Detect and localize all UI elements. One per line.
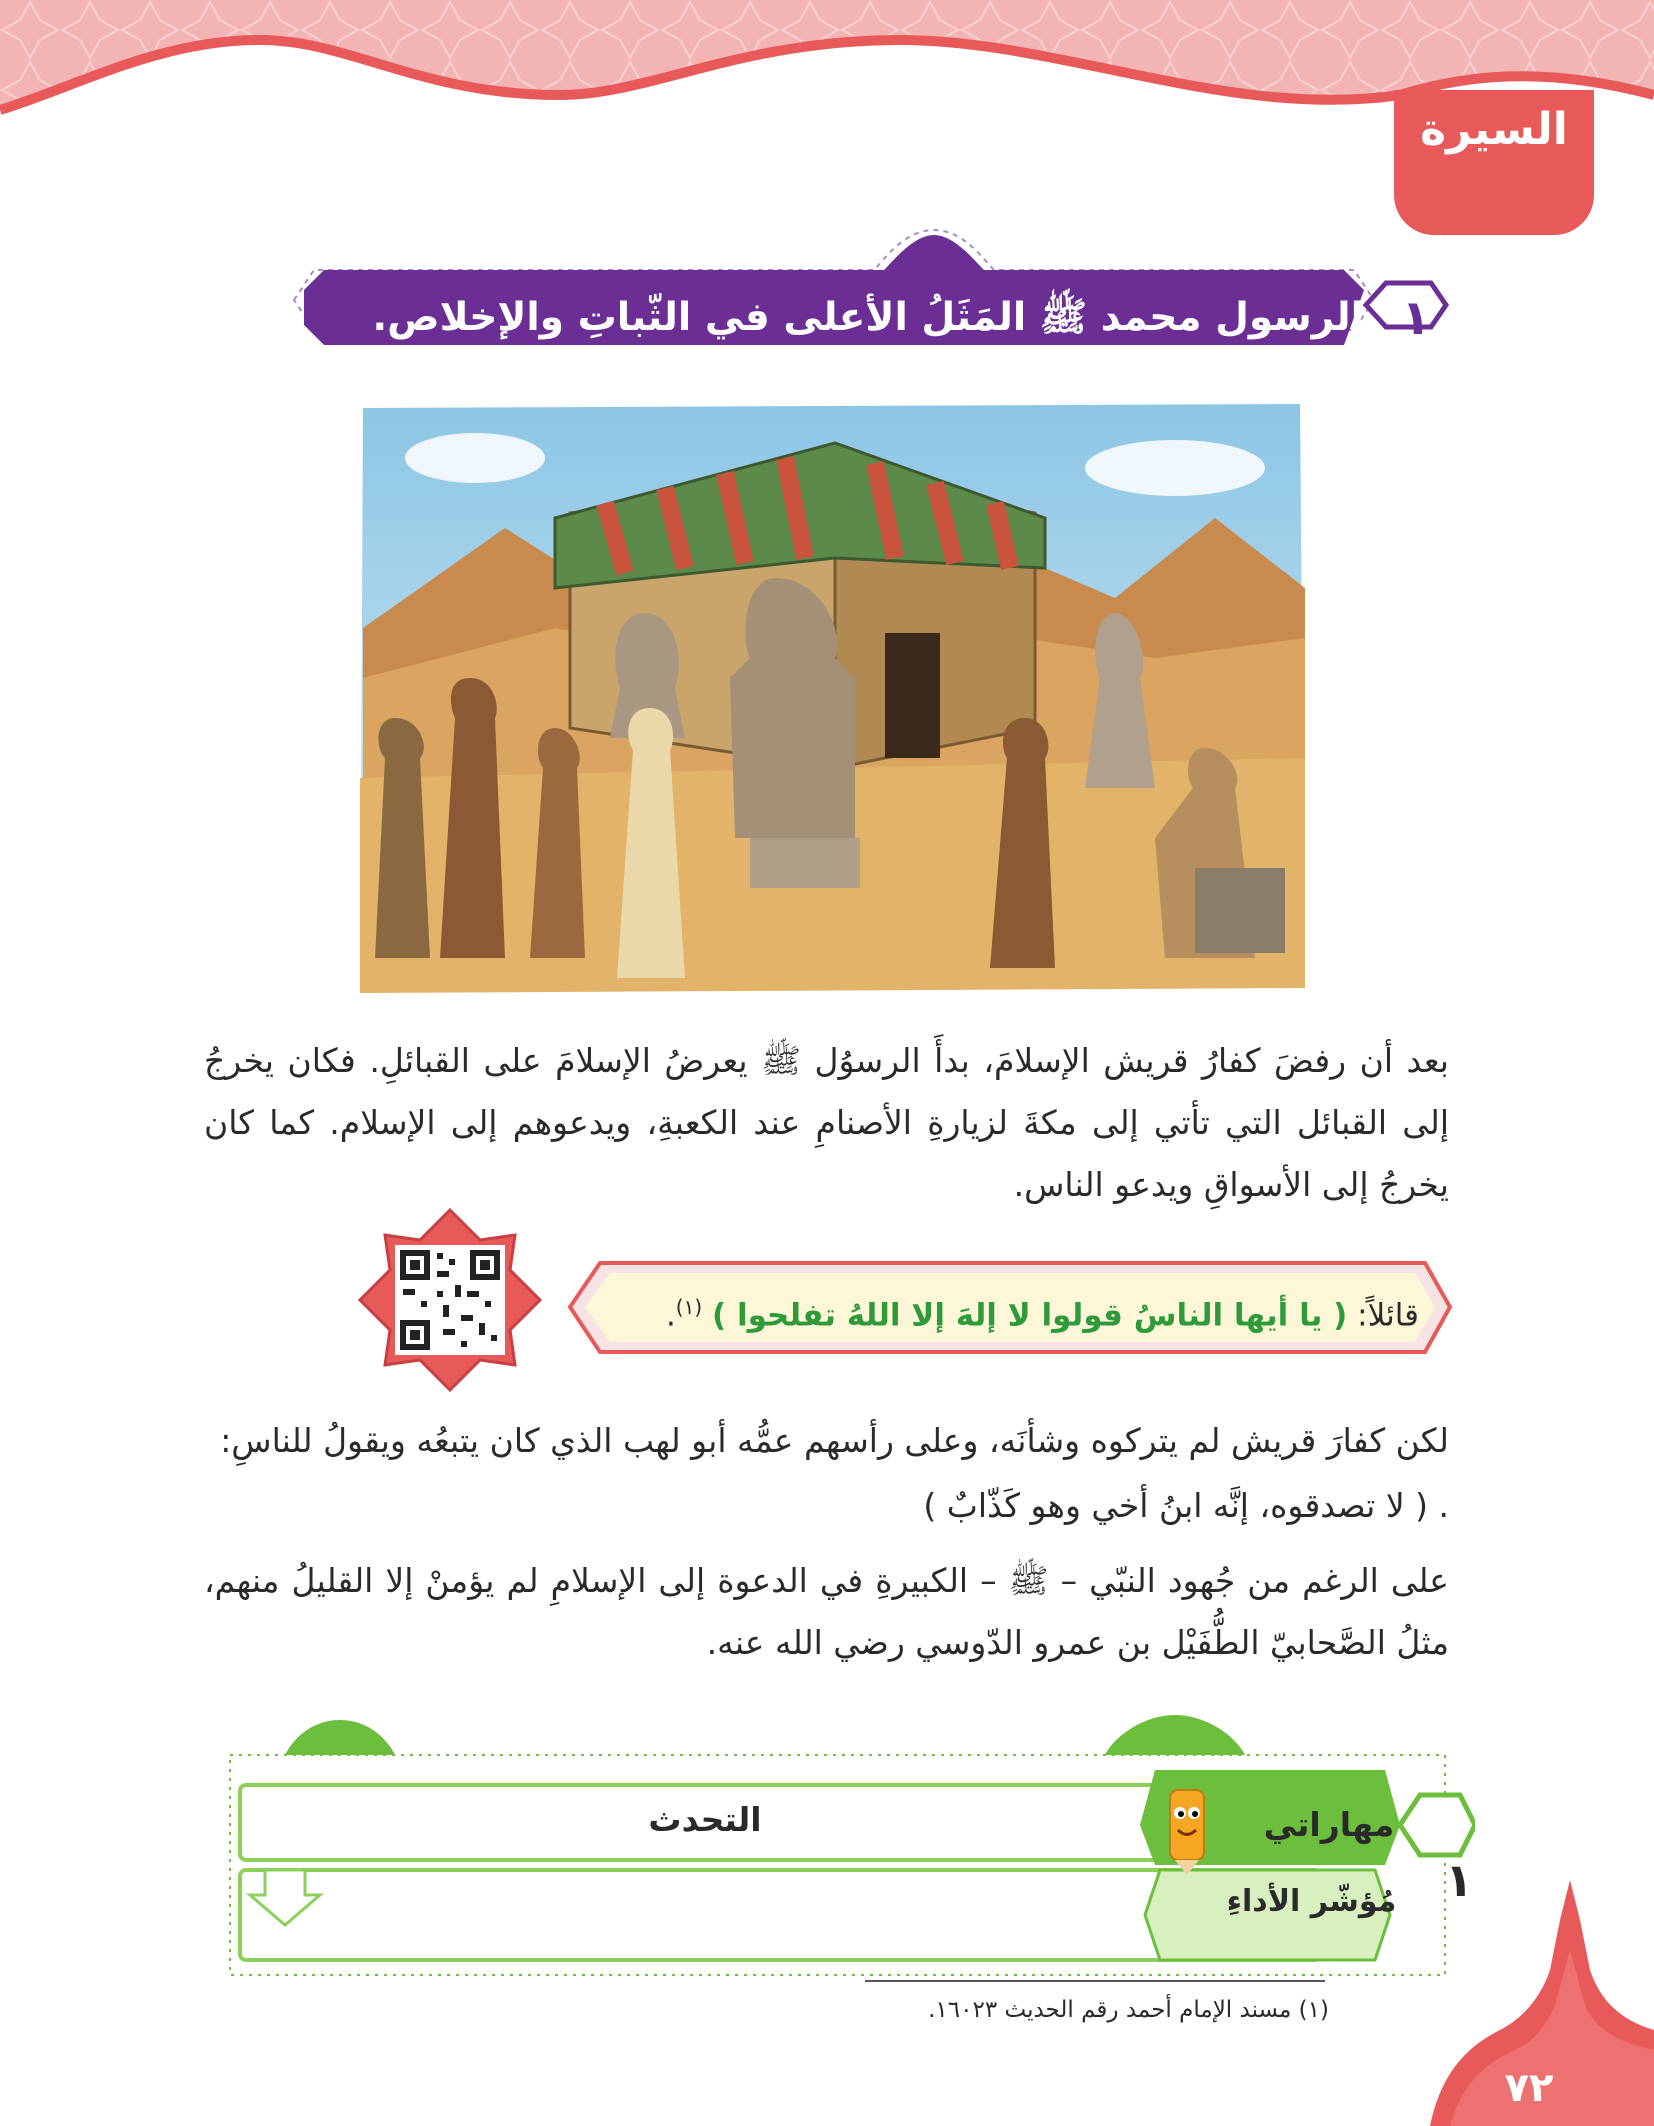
lesson-title: الرسول محمد ﷺ المَثَلُ الأعلى في الثّباتِ والإخلاص. [372,295,1364,340]
paragraph-abu-lahab-quote: . ( لا تصدقوه، إنَّه ابنُ أخي وهو كَذّابٌ ) [923,1486,1449,1525]
qr-code-icon[interactable] [355,1205,545,1395]
paragraph-abu-lahab: لكن كفارَ قريش لم يتركوه وشأنَه، وعلى رأسهم عمُّه أبو لهب الذي كان يتبعُه ويقولُ للناسِ: [220,1421,1449,1460]
quote-body: ( يا أيها الناسُ قولوا لا إلهَ إلا اللهُ تفلحوا ) [712,1297,1348,1334]
section-title: السيرة [1420,104,1568,155]
footnote: (١) مسند الإمام أحمد رقم الحديث ١٦٠٢٣. [928,1997,1329,2023]
quote-prefix: قائلاً: [1347,1297,1419,1334]
skills-label: مهاراتي [1263,1805,1395,1844]
footnote-divider [865,1980,1325,1982]
paragraph-intro: بعد أن رفضَ كفارُ قريش الإسلامَ، بدأَ الرسوُل ﷺ يعرضُ الإسلامَ على القبائلِ. فكان يخرجُ إلى القبائل التي تأتي إلى مكةَ لزيارةِ الأصنامِ عند الكعبةِ، ويدعوهم إلى الإسلام. كما كان يخرجُ إلى الأسواقِ ويدعو الناس. [204,1041,1449,1204]
quote-reference-marker: (١) [675,1295,703,1319]
quote-end: . [665,1297,676,1334]
page-number: ٧٢ [1504,2065,1554,2111]
lesson-number: ١ [1401,290,1431,346]
skills-number: ١ [1444,1853,1474,1907]
skill-name: التحدث [648,1800,762,1839]
skills-panel [225,1715,1475,1990]
performance-indicator-label: مُؤشّر الأداءِ [1226,1884,1397,1919]
quote-text [639,1272,1419,1342]
kaaba-idols-illustration [355,398,1310,998]
paragraph-tufayl: على الرغم من جُهود النبّي – ﷺ – الكبيرةِ في الدعوة إلى الإسلامِ لم يؤمنْ إلا القليلُ منهم، مثلُ الصَّحابيّ الطُّفَيْل بن عمرو الدّوسي رضي الله عنه. [204,1561,1449,1662]
